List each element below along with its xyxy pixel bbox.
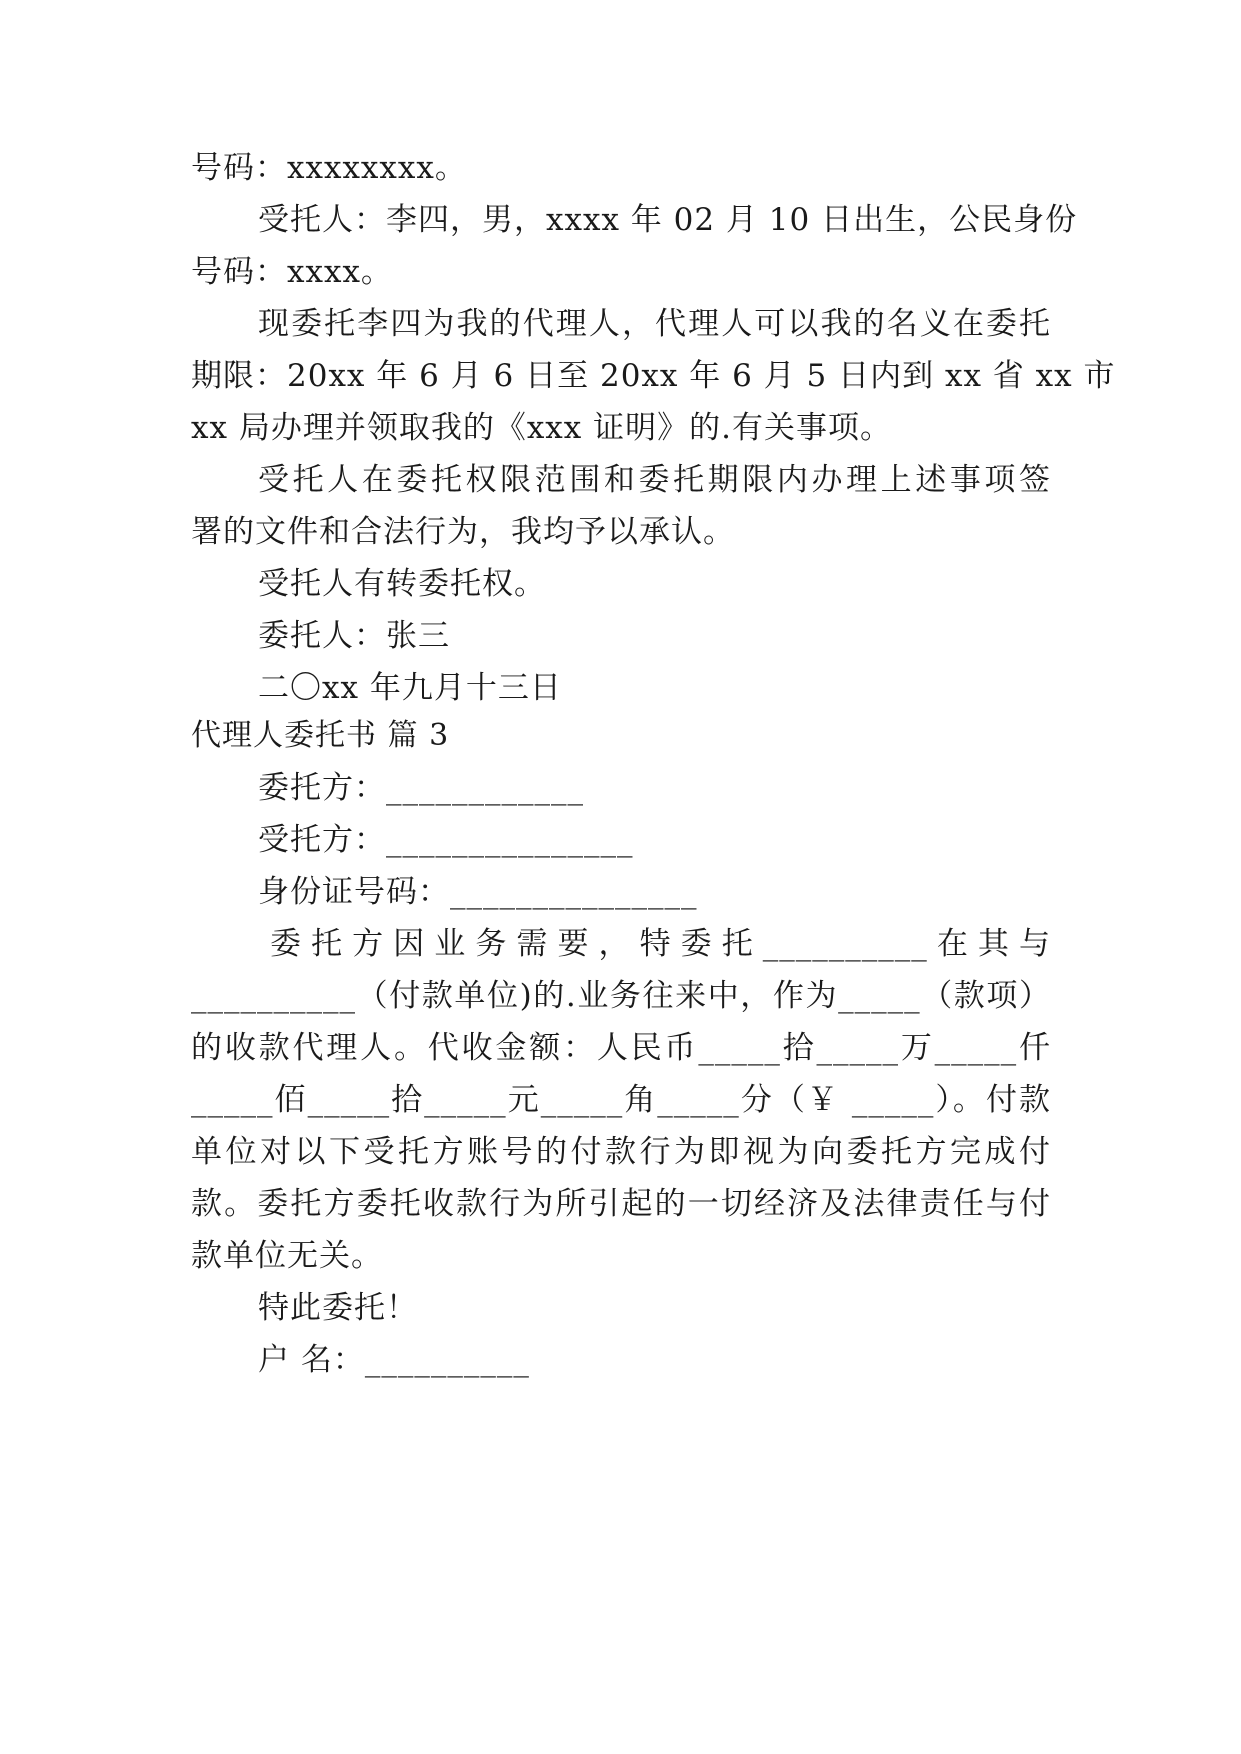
text-line: 委托人：张三 <box>258 618 450 654</box>
text-line: xx 局办理并领取我的《xxx 证明》的.有关事项。 <box>191 410 892 446</box>
text-line: 受托人在委托权限范围和委托期限内办理上述事项签 <box>258 462 1051 498</box>
text-line: 款单位无关。 <box>191 1238 383 1274</box>
text-line: 的收款代理人。代收金额：人民币_____拾_____万_____仟 <box>191 1030 1051 1066</box>
text-line: 受托人有转委托权。 <box>258 566 546 602</box>
text-line: 号码：xxxx。 <box>191 254 393 290</box>
section-heading: 代理人委托书 篇 3 <box>191 718 450 753</box>
text-line: 身份证号码：_______________ <box>258 874 698 910</box>
text-line: 委托方因业务需要，特委托__________在其与 <box>270 926 1051 962</box>
text-line: 受托人：李四，男，xxxx 年 02 月 10 日出生，公民身份 <box>258 202 1078 238</box>
text-line: 受托方：_______________ <box>258 822 634 858</box>
text-line: 特此委托！ <box>258 1290 418 1326</box>
text-line: 户 名：__________ <box>258 1342 530 1378</box>
text-line: 号码：xxxxxxxx。 <box>191 150 467 186</box>
text-line: 款。委托方委托收款行为所引起的一切经济及法律责任与付 <box>191 1186 1051 1222</box>
text-line: 二〇xx 年九月十三日 <box>258 670 562 706</box>
text-line: __________（付款单位)的.业务往来中，作为_____（款项） <box>191 978 1051 1014</box>
text-line: 署的文件和合法行为，我均予以承认。 <box>191 514 735 550</box>
text-line: _____佰_____拾_____元_____角_____分（￥ _____）。付款 <box>191 1082 1051 1118</box>
text-line: 单位对以下受托方账号的付款行为即视为向委托方完成付 <box>191 1134 1051 1170</box>
text-line: 期限：20xx 年 6 月 6 日至 20xx 年 6 月 5 日内到 xx 省 xx 市 <box>191 358 1116 394</box>
text-line: 委托方：____________ <box>258 770 584 806</box>
text-line: 现委托李四为我的代理人，代理人可以我的名义在委托 <box>258 306 1051 342</box>
